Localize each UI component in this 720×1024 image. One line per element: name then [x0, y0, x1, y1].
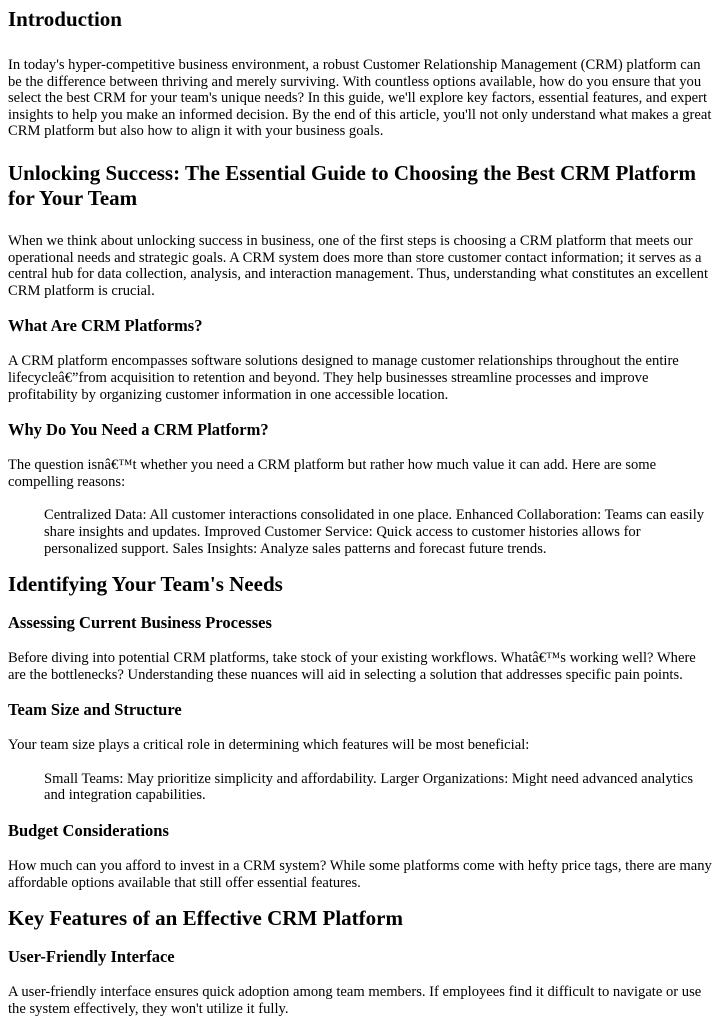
- heading-budget: Budget Considerations: [8, 821, 169, 841]
- unlocking-success-paragraph: When we think about unlocking success in business, one of the first steps is choosing a CRM platform that meets our operational needs and strategic goals. A CRM system does more than store customer contact information; it serves as a central hub for data collection, analysis, and interaction management. Thus, understanding what constitutes an excellent CRM platform is crucial.: [8, 232, 709, 299]
- user-friendly-paragraph: A user-friendly interface ensures quick adoption among team members. If employees find it difficult to navigate or use the system effectively, they won't utilize it fully.: [8, 984, 702, 1017]
- heading-assessing-processes: Assessing Current Business Processes: [8, 613, 272, 633]
- budget-paragraph: How much can you afford to invest in a CRM system? While some platforms come with hefty price tags, there are many affordable options available that still offer essential features.: [8, 858, 712, 891]
- heading-introduction: Introduction: [8, 7, 122, 31]
- why-need-crm-paragraph: The question isnâ€™t whether you need a CRM platform but rather how much value it can add. Here are some compelling reasons:: [8, 457, 657, 490]
- intro-paragraph: In today's hyper-competitive business environment, a robust Customer Relationship Management (CRM) platform can be the difference between thriving and merely surviving. With countless options available, how do you ensure that you select the best CRM for your team's unique needs? In this guide, we'll explore key factors, essential features, and expert insights to help you make an informed decision. By the end of this article, you'll not only understand what makes a great CRM platform but also how to align it with your business goals.: [8, 57, 712, 140]
- heading-key-features: Key Features of an Effective CRM Platform: [8, 906, 403, 931]
- assessing-processes-paragraph: Before diving into potential CRM platforms, take stock of your existing workflows. Whatâ€™s working well? Where are the bottlenecks? Understanding these nuances will aid in selecting a solution that addresses specific pain points.: [8, 650, 696, 683]
- heading-unlocking-success: Unlocking Success: The Essential Guide to Choosing the Best CRM Platform for Your Team: [8, 160, 696, 210]
- heading-identifying-needs: Identifying Your Team's Needs: [8, 572, 283, 597]
- team-size-paragraph: Your team size plays a critical role in determining which features will be most beneficial:: [8, 737, 530, 754]
- what-are-crm-paragraph: A CRM platform encompasses software solutions designed to manage customer relationships throughout the entire lifecycleâ€”from acquisition to retention and beyond. They help businesses streamline processes and improve profitability by organizing customer information in one accessible location.: [8, 353, 679, 403]
- heading-why-need-crm: Why Do You Need a CRM Platform?: [8, 420, 269, 440]
- heading-team-size: Team Size and Structure: [8, 700, 182, 720]
- heading-what-are-crm-platforms: What Are CRM Platforms?: [8, 316, 203, 336]
- heading-user-friendly: User-Friendly Interface: [8, 947, 175, 967]
- team-size-list: Small Teams: May prioritize simplicity and affordability. Larger Organizations: Might need advanced analytics and integration capabilities.: [44, 770, 694, 804]
- article: [0, 7, 720, 1017]
- reasons-list: Centralized Data: All customer interactions consolidated in one place. Enhanced Collaboration: Teams can easily share insights and updates. Improved Customer Service: Quick access to customer histories allows for personalized support. Sales Insights: Analyze sales patterns and forecast future trends.: [44, 507, 705, 557]
